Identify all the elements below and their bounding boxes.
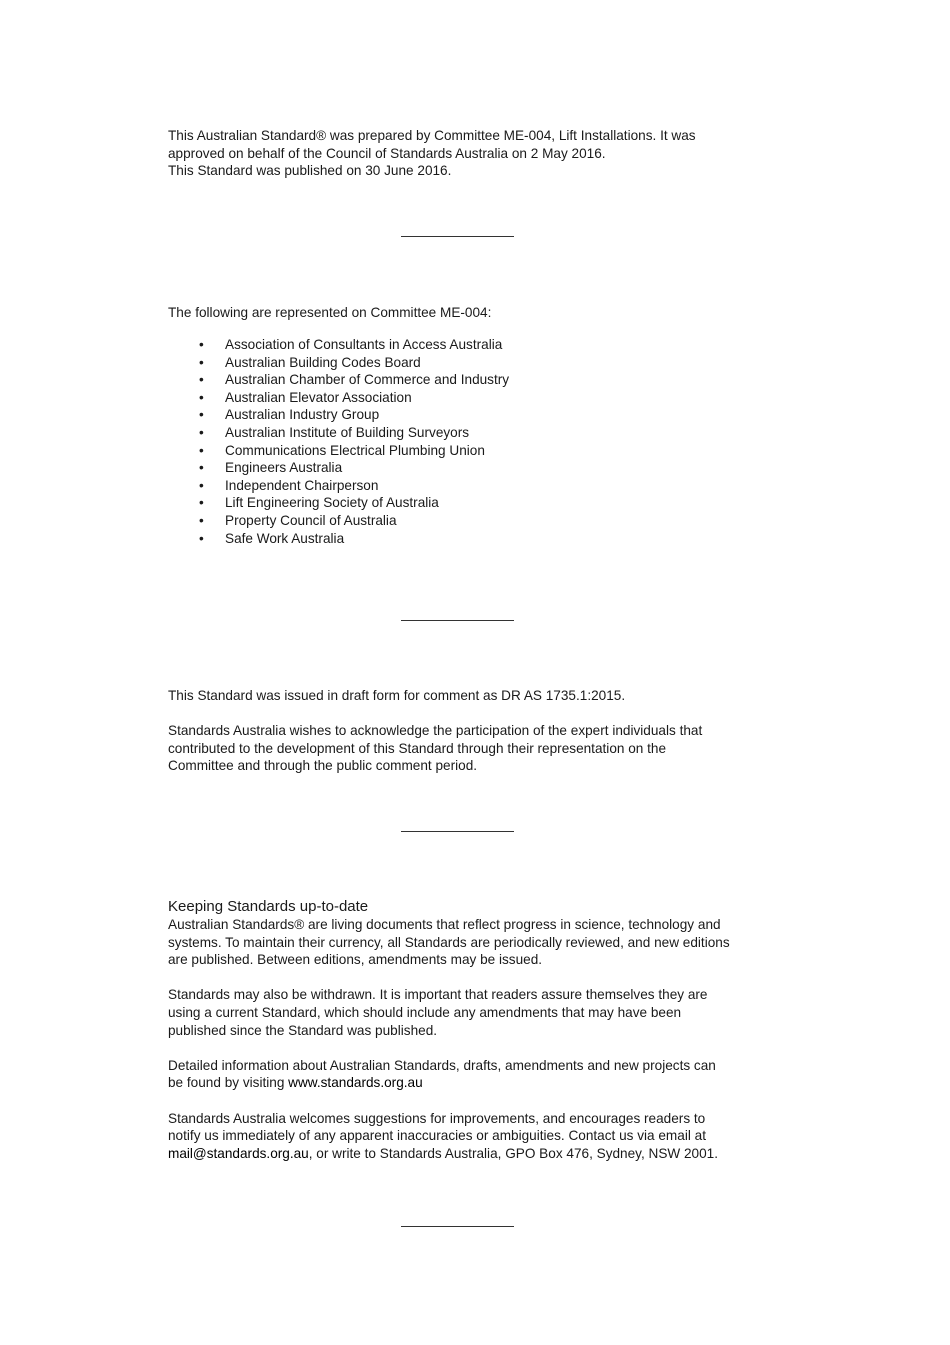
notice-line: This Standard was published on 30 June 2016.	[168, 163, 452, 179]
email-link[interactable]: mail@standards.org.au	[168, 1145, 309, 1161]
acknowledgement-paragraph	[168, 722, 758, 775]
bullet-icon: •	[199, 530, 204, 546]
list-item	[168, 477, 509, 495]
committee-heading	[168, 304, 758, 322]
bullet-icon: •	[199, 389, 204, 405]
section-heading: Keeping Standards up-to-date	[168, 898, 369, 915]
publication-notice	[168, 127, 758, 180]
section-divider	[401, 236, 514, 237]
bullet-icon: •	[199, 354, 204, 370]
list-item	[168, 336, 509, 354]
bullet-icon: •	[199, 442, 204, 458]
acknowledgement-line: Standards Australia wishes to acknowledge the participation of the expert individuals that	[168, 723, 703, 739]
paragraph-line: Australian Standards® are living documents that reflect progress in science, technology and	[168, 917, 721, 932]
bullet-icon: •	[199, 372, 204, 388]
member-name: Australian Industry Group	[225, 407, 380, 423]
paragraph-line: using a current Standard, which should include any amendments that may have been	[168, 1004, 682, 1020]
keeping-standards-section	[168, 898, 758, 1162]
list-item	[168, 442, 509, 460]
paragraph-line: are published. Between editions, amendments may be issued.	[168, 952, 543, 968]
list-item	[168, 459, 509, 477]
bullet-icon: •	[199, 337, 204, 352]
list-item	[168, 530, 509, 548]
paragraph-line	[168, 1145, 758, 1163]
suggestions-paragraph	[168, 1110, 758, 1163]
committee-heading-text: The following are represented on Committee ME-004:	[168, 305, 492, 320]
acknowledgement-line: contributed to the development of this Standard through their representation on the	[168, 740, 667, 756]
list-item	[168, 354, 509, 372]
section-divider	[401, 1226, 514, 1227]
member-name: Lift Engineering Society of Australia	[225, 495, 439, 511]
website-link[interactable]: www.standards.org.au	[288, 1075, 423, 1091]
paragraph-line: notify us immediately of any apparent inaccuracies or ambiguities. Contact us via email at	[168, 1128, 706, 1144]
member-name: Safe Work Australia	[225, 530, 345, 546]
list-item	[168, 424, 509, 442]
paragraph-line: Detailed information about Australian Standards, drafts, amendments and new projects can	[168, 1057, 716, 1073]
member-name: Australian Institute of Building Surveyors	[225, 424, 470, 440]
section-divider	[401, 831, 514, 832]
list-item	[168, 406, 509, 424]
paragraph-line	[168, 1074, 758, 1092]
list-item	[168, 512, 509, 530]
member-name: Association of Consultants in Access Australia	[225, 337, 503, 352]
bullet-icon: •	[199, 407, 204, 423]
acknowledgement-line: Committee and through the public comment period.	[168, 758, 478, 774]
list-item	[168, 494, 509, 512]
member-name: Australian Chamber of Commerce and Industry	[225, 372, 510, 388]
draft-notice	[168, 687, 758, 775]
living-documents-paragraph	[168, 916, 758, 969]
paragraph-text: , or write to Standards Australia, GPO Box 476, Sydney, NSW 2001.	[308, 1145, 719, 1161]
list-item	[168, 371, 509, 389]
bullet-icon: •	[199, 512, 204, 528]
paragraph-line: published since the Standard was published.	[168, 1022, 438, 1038]
notice-line: This Australian Standard® was prepared by Committee ME-004, Lift Installations. It was	[168, 128, 696, 143]
member-name: Australian Elevator Association	[225, 389, 412, 405]
list-item	[168, 389, 509, 407]
section-divider	[401, 620, 514, 621]
notice-line: approved on behalf of the Council of Standards Australia on 2 May 2016.	[168, 145, 606, 161]
detailed-info-paragraph	[168, 1057, 758, 1092]
bullet-icon: •	[199, 424, 204, 440]
member-name: Communications Electrical Plumbing Union	[225, 442, 485, 458]
committee-member-list	[168, 336, 509, 547]
member-name: Property Council of Australia	[225, 512, 397, 528]
member-name: Engineers Australia	[225, 460, 343, 476]
withdrawn-paragraph	[168, 986, 758, 1039]
paragraph-line: Standards may also be withdrawn. It is important that readers assure themselves they are	[168, 987, 708, 1003]
paragraph-text: be found by visiting	[168, 1075, 289, 1091]
draft-issued-text: This Standard was issued in draft form for comment as DR AS 1735.1:2015.	[168, 688, 626, 703]
bullet-icon: •	[199, 477, 204, 493]
paragraph-line: systems. To maintain their currency, all Standards are periodically reviewed, and new editions	[168, 934, 730, 950]
paragraph-line: Standards Australia welcomes suggestions for improvements, and encourages readers to	[168, 1110, 706, 1126]
bullet-icon: •	[199, 495, 204, 511]
member-name: Independent Chairperson	[225, 477, 379, 493]
bullet-icon: •	[199, 460, 204, 476]
member-name: Australian Building Codes Board	[225, 354, 421, 370]
